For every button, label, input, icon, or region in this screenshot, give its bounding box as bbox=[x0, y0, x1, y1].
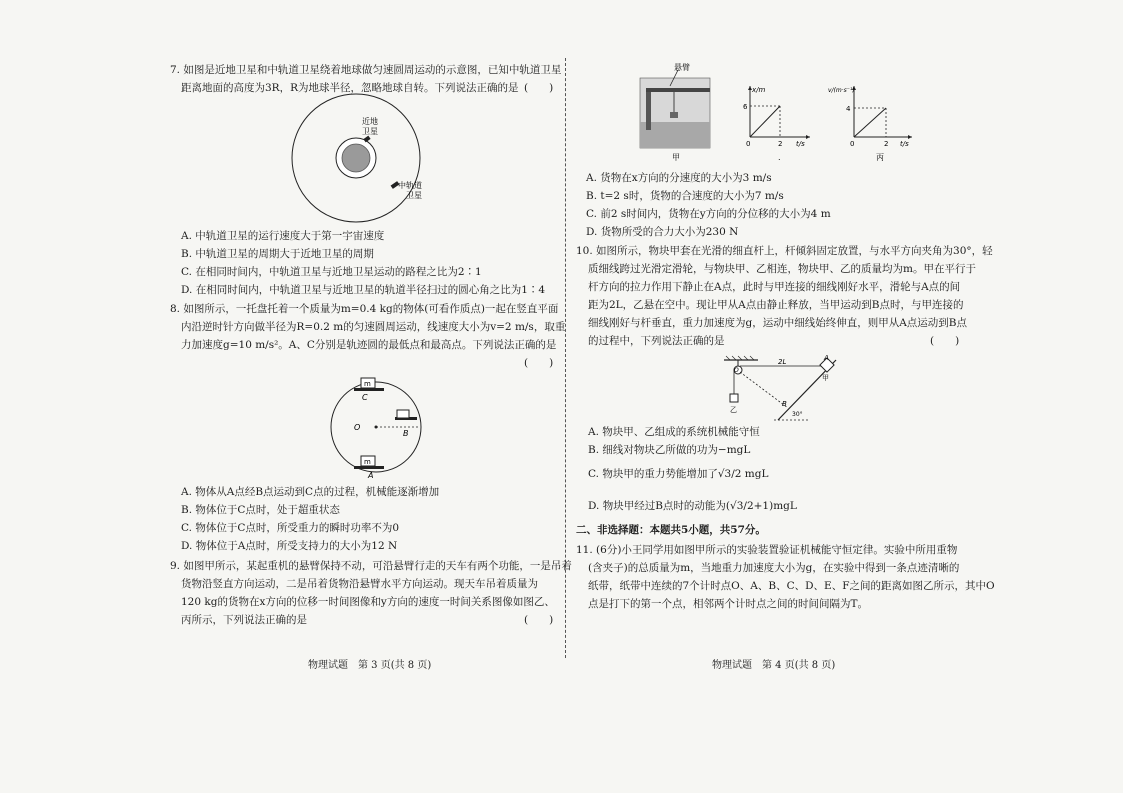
q9-g2-xlabel: t/s bbox=[900, 140, 909, 148]
footer-page-4: 物理试题 第 4 页(共 8 页) bbox=[712, 660, 836, 671]
q9-g1-ylabel: x/m bbox=[752, 86, 766, 94]
q9-label-jia: 甲 bbox=[672, 153, 680, 162]
q8-label-o: O bbox=[354, 423, 361, 432]
q9-option-a: A. 货物在x方向的分速度的大小为3 m/s bbox=[586, 172, 772, 184]
q7-option-a: A. 中轨道卫星的运行速度大于第一宇宙速度 bbox=[181, 230, 385, 242]
q7-label-near: 近地 bbox=[362, 117, 378, 126]
q9-stem-line1: 9. 如图甲所示，某起重机的悬臂保持不动，可沿悬臂行走的天车有两个功能，一是吊着 bbox=[170, 560, 572, 572]
q9-g1-origin: 0 bbox=[746, 140, 751, 148]
q10-stem-line6: 的过程中，下列说法正确的是 bbox=[588, 335, 725, 347]
q7-option-c: C. 在相同时间内，中轨道卫星与近地卫星运动的路程之比为2∶1 bbox=[181, 266, 482, 278]
q9-g2-xtick: 2 bbox=[884, 140, 889, 148]
q11-stem-line3: 纸带，纸带中连续的7个计时点O、A、B、C、D、E、F之间的距离如图乙所示，其中O bbox=[588, 580, 995, 592]
q7-option-b: B. 中轨道卫星的周期大于近地卫星的周期 bbox=[181, 248, 374, 260]
q10-label-angle: 30° bbox=[792, 411, 803, 418]
q9-g1-ytick: 6 bbox=[743, 103, 748, 111]
q10-label-2l: 2L bbox=[778, 358, 787, 366]
q10-label-a: A bbox=[824, 354, 829, 362]
q7-label-mid: 中轨道 bbox=[398, 181, 422, 190]
q8-mass-bottom: m bbox=[364, 458, 371, 466]
q10-option-d: D. 物块甲经过B点时的动能为(√3/2+1)mgL bbox=[588, 500, 797, 512]
q11-stem-line1: 11. (6分)小王同学用如图甲所示的实验装置验证机械能守恒定律。实验中所用重物 bbox=[576, 544, 958, 556]
q10-label-jia: 甲 bbox=[822, 374, 829, 382]
q8-label-a: A bbox=[368, 471, 374, 480]
q9-stem-line3: 120 kg的货物在x方向的位移一时间图像和y方向的速度一时间关系图像如图乙、 bbox=[181, 596, 555, 608]
q10-option-b: B. 细线对物块乙所做的功为−mgL bbox=[588, 444, 751, 456]
q8-stem-line1: 8. 如图所示，一托盘托着一个质量为m=0.4 kg的物体(可看作质点)一起在竖直平面 bbox=[170, 303, 559, 315]
q10-option-c: C. 物块甲的重力势能增加了√3/2 mgL bbox=[588, 468, 769, 480]
q9-option-b: B. t=2 s时，货物的合速度的大小为7 m/s bbox=[586, 190, 784, 202]
q8-stem-line3: 力加速度g=10 m/s²。A、C分别是轨迹圆的最低点和最高点。下列说法正确的是 bbox=[181, 339, 557, 351]
q8-label-b: B bbox=[403, 429, 409, 438]
q10-stem-line1: 10. 如图所示，物块甲套在光滑的细直杆上，杆倾斜固定放置，与水平方向夹角为30°，轻 bbox=[576, 245, 993, 257]
q8-stem-line2: 内沿逆时针方向做半径为R=0.2 m的匀速圆周运动，线速度大小为v=2 m/s，取重 bbox=[181, 321, 566, 333]
q7-option-d: D. 在相同时间内，中轨道卫星与近地卫星的轨道半径扫过的圆心角之比为1∶4 bbox=[181, 284, 546, 296]
q8-option-d: D. 物体位于A点时，所受支持力的大小为12 N bbox=[181, 540, 398, 552]
q9-label-arm: 悬臂 bbox=[674, 63, 690, 72]
q8-option-a: A. 物体从A点经B点运动到C点的过程，机械能逐渐增加 bbox=[181, 486, 440, 498]
q9-g2-origin: 0 bbox=[850, 140, 855, 148]
q10-stem-line5: 细线刚好与杆垂直，重力加速度为g，运动中细线始终伸直，则甲从A点运动到B点 bbox=[588, 317, 968, 329]
q10-pulley-figure bbox=[718, 352, 848, 422]
q10-label-b: B bbox=[782, 400, 787, 408]
q7-label-mid2: 卫星 bbox=[406, 191, 422, 200]
q7-label-near2: 卫星 bbox=[362, 127, 378, 136]
q7-answer-paren: ( ) bbox=[524, 82, 554, 94]
q8-option-c: C. 物体位于C点时，所受重力的瞬时功率不为0 bbox=[181, 522, 400, 534]
q9-label-yi: . bbox=[778, 153, 781, 162]
q9-option-c: C. 前2 s时间内，货物在y方向的分位移的大小为4 m bbox=[586, 208, 831, 220]
section-2-heading: 二、非选择题：本题共5小题，共57分。 bbox=[576, 524, 766, 536]
q7-stem-line1: 7. 如图是近地卫星和中轨道卫星绕着地球做匀速圆周运动的示意图，已知中轨道卫星 bbox=[170, 64, 562, 76]
q10-stem-line3: 杆方向的拉力作用下静止在A点，此时与甲连接的细线刚好水平，滑轮与A点的间 bbox=[588, 281, 961, 293]
q10-stem-line2: 质细线跨过光滑定滑轮，与物块甲、乙相连，物块甲、乙的质量均为m。甲在平行于 bbox=[588, 263, 976, 275]
q9-crane-photo bbox=[638, 62, 718, 162]
q8-answer-paren: ( ) bbox=[524, 357, 554, 369]
q9-g1-xtick: 2 bbox=[778, 140, 783, 148]
q9-x-t-graph bbox=[740, 82, 815, 162]
q9-g2-ylabel: v/(m·s⁻¹) bbox=[828, 87, 855, 94]
q10-stem-line4: 距为2L，乙悬在空中。现让甲从A点由静止释放，当甲运动到B点时，与甲连接的 bbox=[588, 299, 964, 311]
q11-stem-line4: 点是打下的第一个点，相邻两个计时点之间的时间间隔为T。 bbox=[588, 598, 869, 610]
q9-stem-line2: 货物沿竖直方向运动，二是吊着货物沿悬臂水平方向运动。现天车吊着质量为 bbox=[181, 578, 538, 590]
q8-option-b: B. 物体位于C点时，处于超重状态 bbox=[181, 504, 340, 516]
q8-label-c: C bbox=[362, 393, 368, 402]
q10-label-o: O bbox=[734, 367, 739, 374]
q9-g1-xlabel: t/s bbox=[796, 140, 805, 148]
q8-circle-figure bbox=[340, 374, 440, 480]
q8-mass-top: m bbox=[364, 380, 371, 388]
q9-answer-paren: ( ) bbox=[524, 614, 554, 626]
q10-label-yi: 乙 bbox=[730, 406, 737, 414]
q7-orbit-figure bbox=[290, 100, 450, 230]
footer-page-3: 物理试题 第 3 页(共 8 页) bbox=[308, 660, 432, 671]
q10-answer-paren: ( ) bbox=[930, 335, 960, 347]
q9-option-d: D. 货物所受的合力大小为230 N bbox=[586, 226, 739, 238]
q9-v-t-graph bbox=[828, 82, 916, 162]
q7-stem-line2: 距离地面的高度为3R，R为地球半径，忽略地球自转。下列说法正确的是 bbox=[181, 82, 519, 94]
q10-option-a: A. 物块甲、乙组成的系统机械能守恒 bbox=[588, 426, 760, 438]
q11-stem-line2: (含夹子)的总质量为m，当地重力加速度大小为g，在实验中得到一条点迹清晰的 bbox=[588, 562, 960, 574]
q9-g2-ytick: 4 bbox=[846, 105, 851, 113]
q9-stem-line4: 丙所示，下列说法正确的是 bbox=[181, 614, 307, 626]
q9-label-bing: 丙 bbox=[876, 153, 884, 162]
